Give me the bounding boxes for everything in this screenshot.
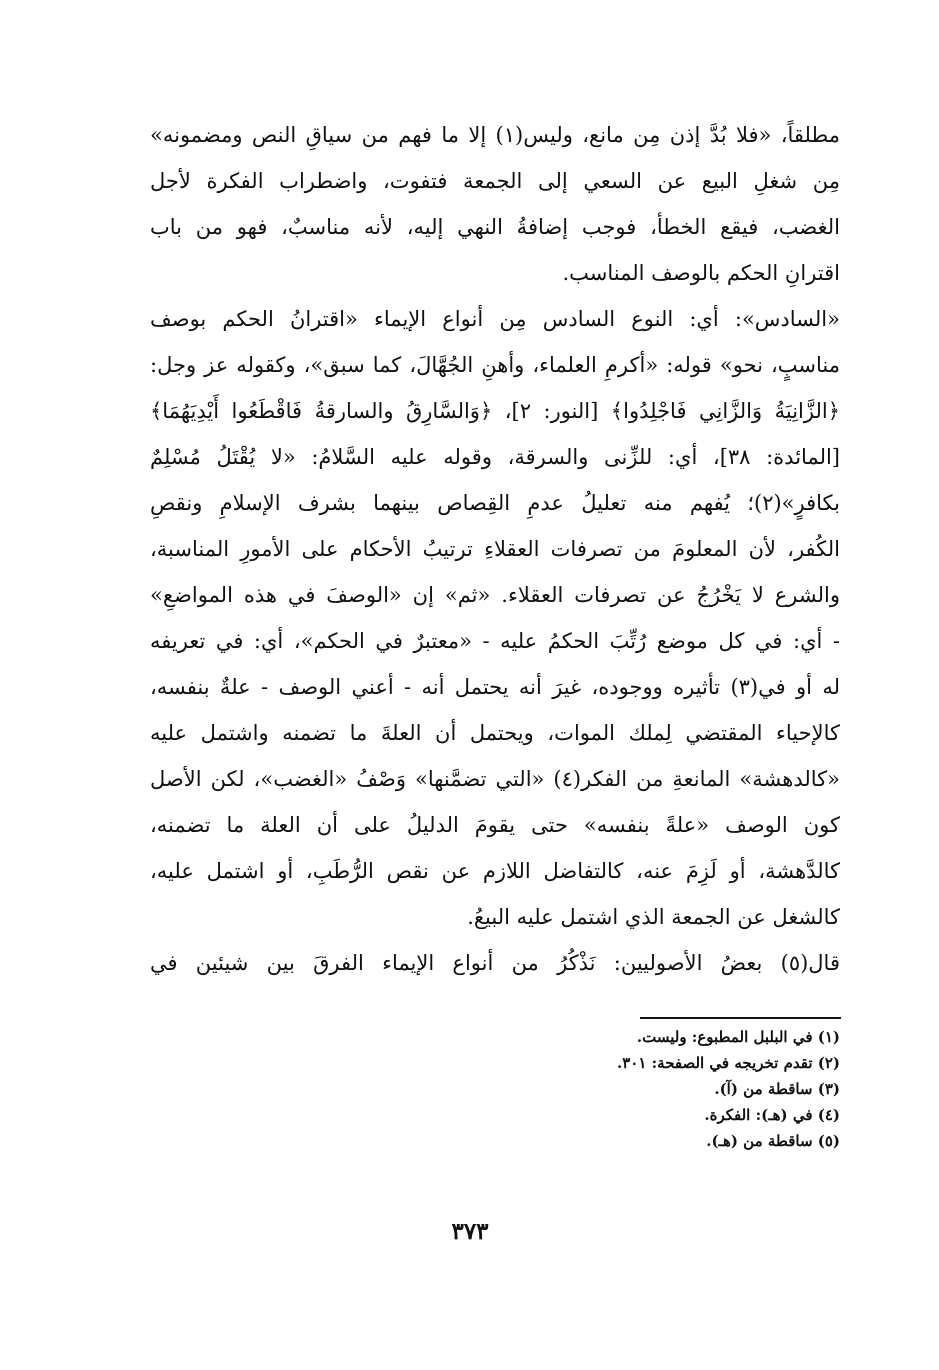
text-line: مطلقاً، «فلا بُدَّ إذن مِن مانع، وليس(١) إلا ما فهم من سياقِ النص ومضمونه» bbox=[150, 123, 840, 147]
text-line: [المائدة: ٣٨]، أي: للزِّنى والسرقة، وقوله عليه السَّلامُ: «لا يُقْتَلُ مُسْلِمٌ bbox=[150, 445, 840, 469]
page-number: ٣٧٣ bbox=[451, 1218, 489, 1245]
text-line: «كالدهشة» المانعةِ من الفكر(٤) «التي تضمَّنها» وَصْفُ «الغضب»، لكن الأصل bbox=[150, 767, 840, 791]
footnote-item: (٥) ساقطة من (هـ). bbox=[706, 1132, 840, 1150]
footnote-item: (٤) في (هـ): الفكرة. bbox=[704, 1106, 840, 1124]
footnote-item: (٢) تقدم تخريجه في الصفحة: ٣٠١. bbox=[616, 1054, 840, 1072]
text-line: بكافرٍ»(٢)؛ يُفهم منه تعليلُ عدمِ القِصاص بينهما بشرف الإسلامِ ونقصِ bbox=[150, 491, 840, 515]
text-line: كالشغل عن الجمعة الذي اشتمل عليه البيعُ. bbox=[467, 905, 840, 929]
footnote-item: (١) في البلبل المطبوع: وليست. bbox=[636, 1028, 840, 1046]
text-line: كالدَّهشة، أو لَزِمَ عنه، كالتفاضل اللازم عن نقص الرُّطَبِ، أو اشتمل عليه، bbox=[150, 859, 840, 883]
text-line: الغضب، فيقع الخطأ، فوجب إضافةُ النهي إليه، لأنه مناسبٌ، فهو من باب bbox=[150, 215, 840, 239]
text-line: مِن شغلِ البيع عن السعي إلى الجمعة فتفوت، واضطراب الفكرة لأجل bbox=[150, 169, 840, 193]
footnotes bbox=[400, 1024, 840, 1154]
text-line: الكُفر، لأن المعلومَ من تصرفات العقلاءِ ترتيبُ الأحكام على الأمورِ المناسبة، bbox=[150, 537, 840, 561]
main-text bbox=[150, 112, 840, 986]
text-line: له أو في(٣) تأثيره ووجوده، غيرَ أنه يحتمل أنه - أعني الوصف - علةٌ بنفسه، bbox=[150, 675, 840, 699]
text-line: «السادس»: أي: النوع السادس مِن أنواع الإيماء «اقترانُ الحكم بوصف bbox=[150, 307, 840, 331]
text-line: كالإحياء المقتضي لِملك الموات، ويحتمل أن العلةَ ما تضمنه واشتمل عليه bbox=[150, 721, 840, 745]
text-line: اقترانِ الحكم بالوصف المناسب. bbox=[562, 261, 840, 285]
footnote-divider bbox=[640, 1017, 841, 1019]
text-line: قال(٥) بعضُ الأصوليين: نَذْكُرُ من أنواع الإيماء الفرقَ بين شيئين في bbox=[150, 951, 840, 975]
text-line: - أي: في كل موضع رُتِّبَ الحكمُ عليه - «معتبرٌ في الحكم»، أي: في تعريفه bbox=[150, 629, 840, 653]
footnote-item: (٣) ساقطة من (آ). bbox=[714, 1080, 840, 1098]
text-line: مناسبٍ، نحو» قوله: «أكرمِ العلماء، وأهنِ الجُهَّالَ، كما سبق»، وكقوله عز وجل: bbox=[150, 353, 840, 377]
text-line: والشرع لا يَخْرُجُ عن تصرفات العقلاء. «ثم» إن «الوصفَ في هذه المواضعِ» bbox=[150, 583, 840, 607]
text-line: كون الوصف «علةً بنفسه» حتى يقومَ الدليلُ على أن العلة ما تضمنه، bbox=[150, 813, 840, 837]
text-line: ﴿الزَّانِيَةُ وَالزَّانِي فَاجْلِدُوا﴾ [النور: ٢]، ﴿وَالسَّارِقُ والسارقةُ فَاقْطَعُوا أَيْدِيَهُمَا﴾ bbox=[150, 399, 840, 423]
